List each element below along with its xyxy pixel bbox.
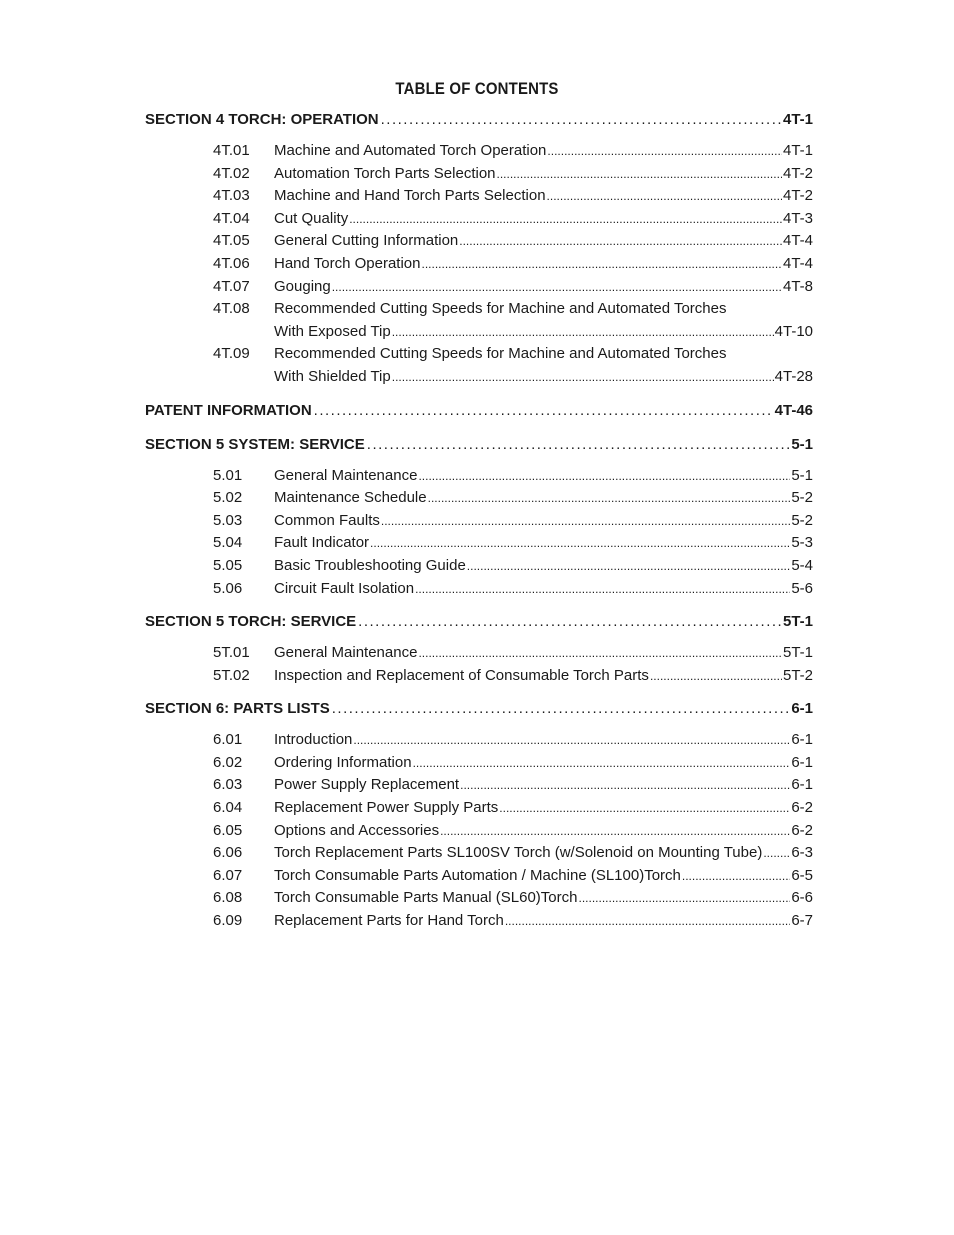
dot-leader	[413, 752, 791, 775]
entry-line	[274, 752, 813, 775]
entry-page-number: 4T-2	[782, 187, 813, 205]
entry-line	[274, 910, 813, 933]
dot-leader	[467, 555, 791, 578]
toc-entry[interactable]	[213, 140, 813, 163]
toc-entry[interactable]	[213, 578, 813, 601]
entry-number: 5T.02	[213, 666, 250, 684]
entry-body	[274, 487, 813, 510]
entry-body	[274, 774, 813, 797]
entry-number: 6.05	[213, 821, 243, 839]
entry-title: With Shielded Tip	[274, 367, 391, 385]
toc-entry[interactable]	[213, 465, 813, 488]
dot-leader	[332, 697, 790, 721]
dot-leader	[314, 399, 773, 423]
entry-page-number: 5-3	[791, 534, 813, 552]
entry-number: 6.02	[213, 753, 243, 771]
entry-title: Options and Accessories	[274, 821, 440, 839]
dot-leader	[497, 163, 782, 186]
entry-title: General Maintenance	[274, 644, 418, 662]
toc-entry[interactable]	[213, 276, 813, 299]
dot-leader	[332, 276, 782, 299]
entry-body	[274, 510, 813, 533]
entry-line	[274, 578, 813, 601]
toc-entry[interactable]	[213, 752, 813, 775]
toc-section-heading[interactable]	[145, 108, 813, 132]
toc-entry[interactable]	[213, 555, 813, 578]
entry-page-number: 6-2	[791, 821, 813, 839]
entry-page-number: 5T-2	[782, 666, 813, 684]
entry-line	[274, 820, 813, 843]
entry-page-number: 6-1	[791, 776, 813, 794]
toc-entry[interactable]	[213, 910, 813, 933]
dot-leader	[381, 108, 781, 132]
dot-leader	[370, 532, 790, 555]
dot-leader	[418, 642, 782, 665]
toc-entry-list	[213, 729, 813, 932]
toc-entry[interactable]	[213, 797, 813, 820]
entry-page-number: 6-7	[791, 912, 813, 930]
entry-title: Inspection and Replacement of Consumable Torch Parts	[274, 666, 649, 684]
toc-entry[interactable]	[213, 185, 813, 208]
entry-body	[274, 910, 813, 933]
entry-number: 4T.06	[213, 254, 250, 272]
entry-page-number: 4T-3	[782, 209, 813, 227]
entry-number: 6.06	[213, 844, 243, 862]
dot-leader	[440, 820, 790, 843]
dot-leader	[358, 610, 781, 634]
entry-number: 6.04	[213, 799, 243, 817]
toc-section-heading[interactable]	[145, 433, 813, 457]
toc-entry[interactable]	[213, 665, 813, 688]
entry-page-number: 4T-4	[782, 254, 813, 272]
entry-body	[274, 555, 813, 578]
entry-number: 5.02	[213, 489, 243, 507]
dot-leader	[421, 253, 782, 276]
entry-number: 6.07	[213, 866, 243, 884]
toc-entry[interactable]	[213, 842, 813, 865]
entry-line	[274, 487, 813, 510]
entry-line	[274, 253, 813, 276]
entry-page-number: 6-2	[791, 799, 813, 817]
toc-entry-list	[213, 140, 813, 389]
toc-entry[interactable]	[213, 729, 813, 752]
dot-leader	[650, 665, 782, 688]
entry-page-number: 6-1	[791, 731, 813, 749]
entry-line	[274, 163, 813, 186]
entry-line	[274, 276, 813, 299]
section-spacer	[145, 457, 813, 465]
toc-entry[interactable]	[213, 642, 813, 665]
dot-leader	[505, 910, 790, 933]
entry-page-number: 4T-8	[782, 277, 813, 295]
entry-title: Gouging	[274, 277, 331, 295]
entry-title: Machine and Automated Torch Operation	[274, 142, 547, 159]
section-spacer	[145, 389, 813, 399]
entry-line	[274, 642, 813, 665]
entry-page-number: 6-1	[791, 753, 813, 771]
entry-page-number: 5-2	[791, 511, 813, 529]
entry-title: Power Supply Replacement	[274, 776, 460, 794]
entry-number: 6.01	[213, 731, 243, 749]
entry-line	[274, 366, 813, 389]
entry-number: 4T.05	[213, 232, 250, 250]
entry-body	[274, 185, 813, 208]
entry-title: Machine and Hand Torch Parts Selection	[274, 187, 546, 205]
entry-line	[274, 510, 813, 533]
toc-entry[interactable]	[213, 163, 813, 186]
dot-leader	[418, 465, 790, 488]
toc-entry[interactable]	[213, 774, 813, 797]
toc-entry[interactable]	[213, 487, 813, 510]
entry-title: Replacement Power Supply Parts	[274, 799, 499, 817]
dot-leader	[459, 230, 782, 253]
section-title: SECTION 4 TORCH: OPERATION	[145, 111, 379, 128]
entry-number: 5.01	[213, 466, 243, 484]
entry-body	[274, 729, 813, 752]
entry-body	[274, 230, 813, 253]
entry-body	[274, 276, 813, 299]
section-title: SECTION 5 SYSTEM: SERVICE	[145, 435, 365, 453]
entry-number: 5.05	[213, 556, 243, 574]
section-spacer	[145, 634, 813, 642]
entry-line	[274, 665, 813, 688]
entry-body	[274, 578, 813, 601]
entry-page-number: 5-4	[791, 556, 813, 574]
entry-title: Hand Torch Operation	[274, 254, 421, 272]
entry-page-number: 4T-10	[774, 322, 813, 340]
entry-body	[274, 887, 813, 910]
entry-number: 5T.01	[213, 644, 250, 662]
toc-section-heading[interactable]	[145, 697, 813, 721]
entry-line	[274, 230, 813, 253]
toc-entry[interactable]	[213, 298, 813, 343]
section-page-number: 4T-1	[782, 111, 813, 128]
dot-leader	[428, 487, 791, 510]
entry-line	[274, 887, 813, 910]
entry-number: 6.08	[213, 889, 243, 907]
entry-title: Replacement Parts for Hand Torch	[274, 912, 504, 930]
section-spacer	[145, 721, 813, 729]
entry-page-number: 5-2	[791, 489, 813, 507]
entry-number: 5.04	[213, 534, 243, 552]
dot-leader	[392, 366, 774, 389]
entry-line	[274, 797, 813, 820]
entry-title: Cut Quality	[274, 209, 349, 227]
entry-number: 4T.04	[213, 209, 250, 227]
entry-page-number: 4T-1	[782, 142, 813, 159]
entry-number: 4T.07	[213, 277, 250, 295]
entry-line	[274, 321, 813, 344]
entry-page-number: 5-6	[791, 579, 813, 597]
section-spacer	[145, 687, 813, 697]
dot-leader	[381, 510, 790, 533]
toc-section-heading[interactable]	[145, 610, 813, 634]
dot-leader	[547, 140, 782, 163]
entry-page-number: 4T-28	[774, 367, 813, 385]
entry-body	[274, 163, 813, 186]
entry-page-number: 4T-4	[782, 232, 813, 250]
entry-title: Ordering Information	[274, 753, 412, 771]
toc-entry[interactable]	[213, 253, 813, 276]
dot-leader	[349, 208, 782, 231]
entry-number: 6.03	[213, 776, 243, 794]
entry-body	[274, 532, 813, 555]
entry-title: With Exposed Tip	[274, 322, 391, 340]
entry-body	[274, 253, 813, 276]
section-title: SECTION 6: PARTS LISTS	[145, 700, 330, 718]
dot-leader	[460, 774, 790, 797]
entry-body	[274, 752, 813, 775]
entry-title-first-line: Recommended Cutting Speeds for Machine and Automated Torches	[274, 300, 727, 318]
toc-entry[interactable]	[213, 208, 813, 231]
entry-line	[274, 774, 813, 797]
toc-entry[interactable]	[213, 820, 813, 843]
entry-line	[274, 865, 813, 888]
entry-page-number: 5T-1	[782, 644, 813, 662]
section-title: SECTION 5 TORCH: SERVICE	[145, 613, 357, 631]
entry-number: 6.09	[213, 912, 243, 930]
entry-title: Automation Torch Parts Selection	[274, 164, 496, 182]
entry-body	[274, 208, 813, 231]
entry-title: Maintenance Schedule	[274, 489, 427, 507]
dot-leader	[499, 797, 790, 820]
entry-body	[274, 820, 813, 843]
entry-line	[274, 555, 813, 578]
entry-number: 5.06	[213, 579, 243, 597]
toc-section-heading[interactable]	[145, 399, 813, 423]
entry-title: General Maintenance	[274, 466, 418, 484]
entry-body	[274, 465, 813, 488]
section-page-number: 5-1	[791, 435, 813, 453]
entry-title: Common Faults	[274, 511, 380, 529]
entry-line	[274, 208, 813, 231]
entry-title: Torch Consumable Parts Automation / Machine (SL100)Torch	[274, 866, 681, 884]
dot-leader	[392, 321, 774, 344]
section-spacer	[145, 423, 813, 433]
entry-body	[274, 642, 813, 665]
entry-body	[274, 140, 813, 163]
toc-entry[interactable]	[213, 343, 813, 388]
entry-page-number: 6-6	[791, 889, 813, 907]
toc-entry-list	[213, 642, 813, 687]
dot-leader	[547, 185, 782, 208]
entry-page-number: 5-1	[791, 466, 813, 484]
section-page-number: 5T-1	[782, 613, 813, 631]
dot-leader	[578, 887, 790, 910]
toc-title: TABLE OF CONTENTS	[395, 79, 559, 98]
entry-page-number: 6-5	[791, 866, 813, 884]
entry-title-first-line: Recommended Cutting Speeds for Machine and Automated Torches	[274, 345, 727, 363]
toc-entry[interactable]	[213, 887, 813, 910]
entry-line	[274, 185, 813, 208]
section-page-number: 6-1	[791, 700, 813, 718]
toc-entry[interactable]	[213, 532, 813, 555]
dot-leader	[763, 842, 790, 865]
entry-title: Fault Indicator	[274, 534, 370, 552]
entry-title: Torch Consumable Parts Manual (SL60)Torch	[274, 889, 578, 907]
entry-number: 4T.03	[213, 187, 250, 205]
entry-line	[274, 729, 813, 752]
entry-title: Circuit Fault Isolation	[274, 579, 415, 597]
entry-number: 5.03	[213, 511, 243, 529]
entry-body	[274, 842, 813, 865]
table-of-contents	[145, 108, 813, 933]
dot-leader	[682, 865, 790, 888]
dot-leader	[415, 578, 790, 601]
entry-title: Basic Troubleshooting Guide	[274, 556, 466, 574]
entry-line	[274, 842, 813, 865]
section-page-number: 4T-46	[774, 401, 813, 419]
entry-line	[274, 140, 813, 163]
section-spacer	[145, 132, 813, 140]
entry-number: 4T.01	[213, 142, 250, 159]
entry-body	[274, 665, 813, 688]
toc-entry[interactable]	[213, 865, 813, 888]
entry-body	[274, 865, 813, 888]
toc-entry[interactable]	[213, 230, 813, 253]
entry-title: General Cutting Information	[274, 232, 459, 250]
entry-page-number: 6-3	[791, 844, 813, 862]
section-spacer	[145, 600, 813, 610]
entry-number: 4T.02	[213, 164, 250, 182]
entry-page-number: 4T-2	[782, 164, 813, 182]
toc-entry-list	[213, 465, 813, 601]
dot-leader	[353, 729, 790, 752]
entry-body	[274, 343, 813, 388]
entry-number: 4T.08	[213, 300, 250, 318]
entry-number: 4T.09	[213, 345, 250, 363]
entry-body	[274, 298, 813, 343]
entry-title: Introduction	[274, 731, 353, 749]
entry-body	[274, 797, 813, 820]
entry-title: Torch Replacement Parts SL100SV Torch (w/Solenoid on Mounting Tube)	[274, 844, 763, 862]
toc-entry[interactable]	[213, 510, 813, 533]
entry-line	[274, 465, 813, 488]
entry-line	[274, 532, 813, 555]
dot-leader	[367, 433, 790, 457]
section-title: PATENT INFORMATION	[145, 401, 312, 419]
